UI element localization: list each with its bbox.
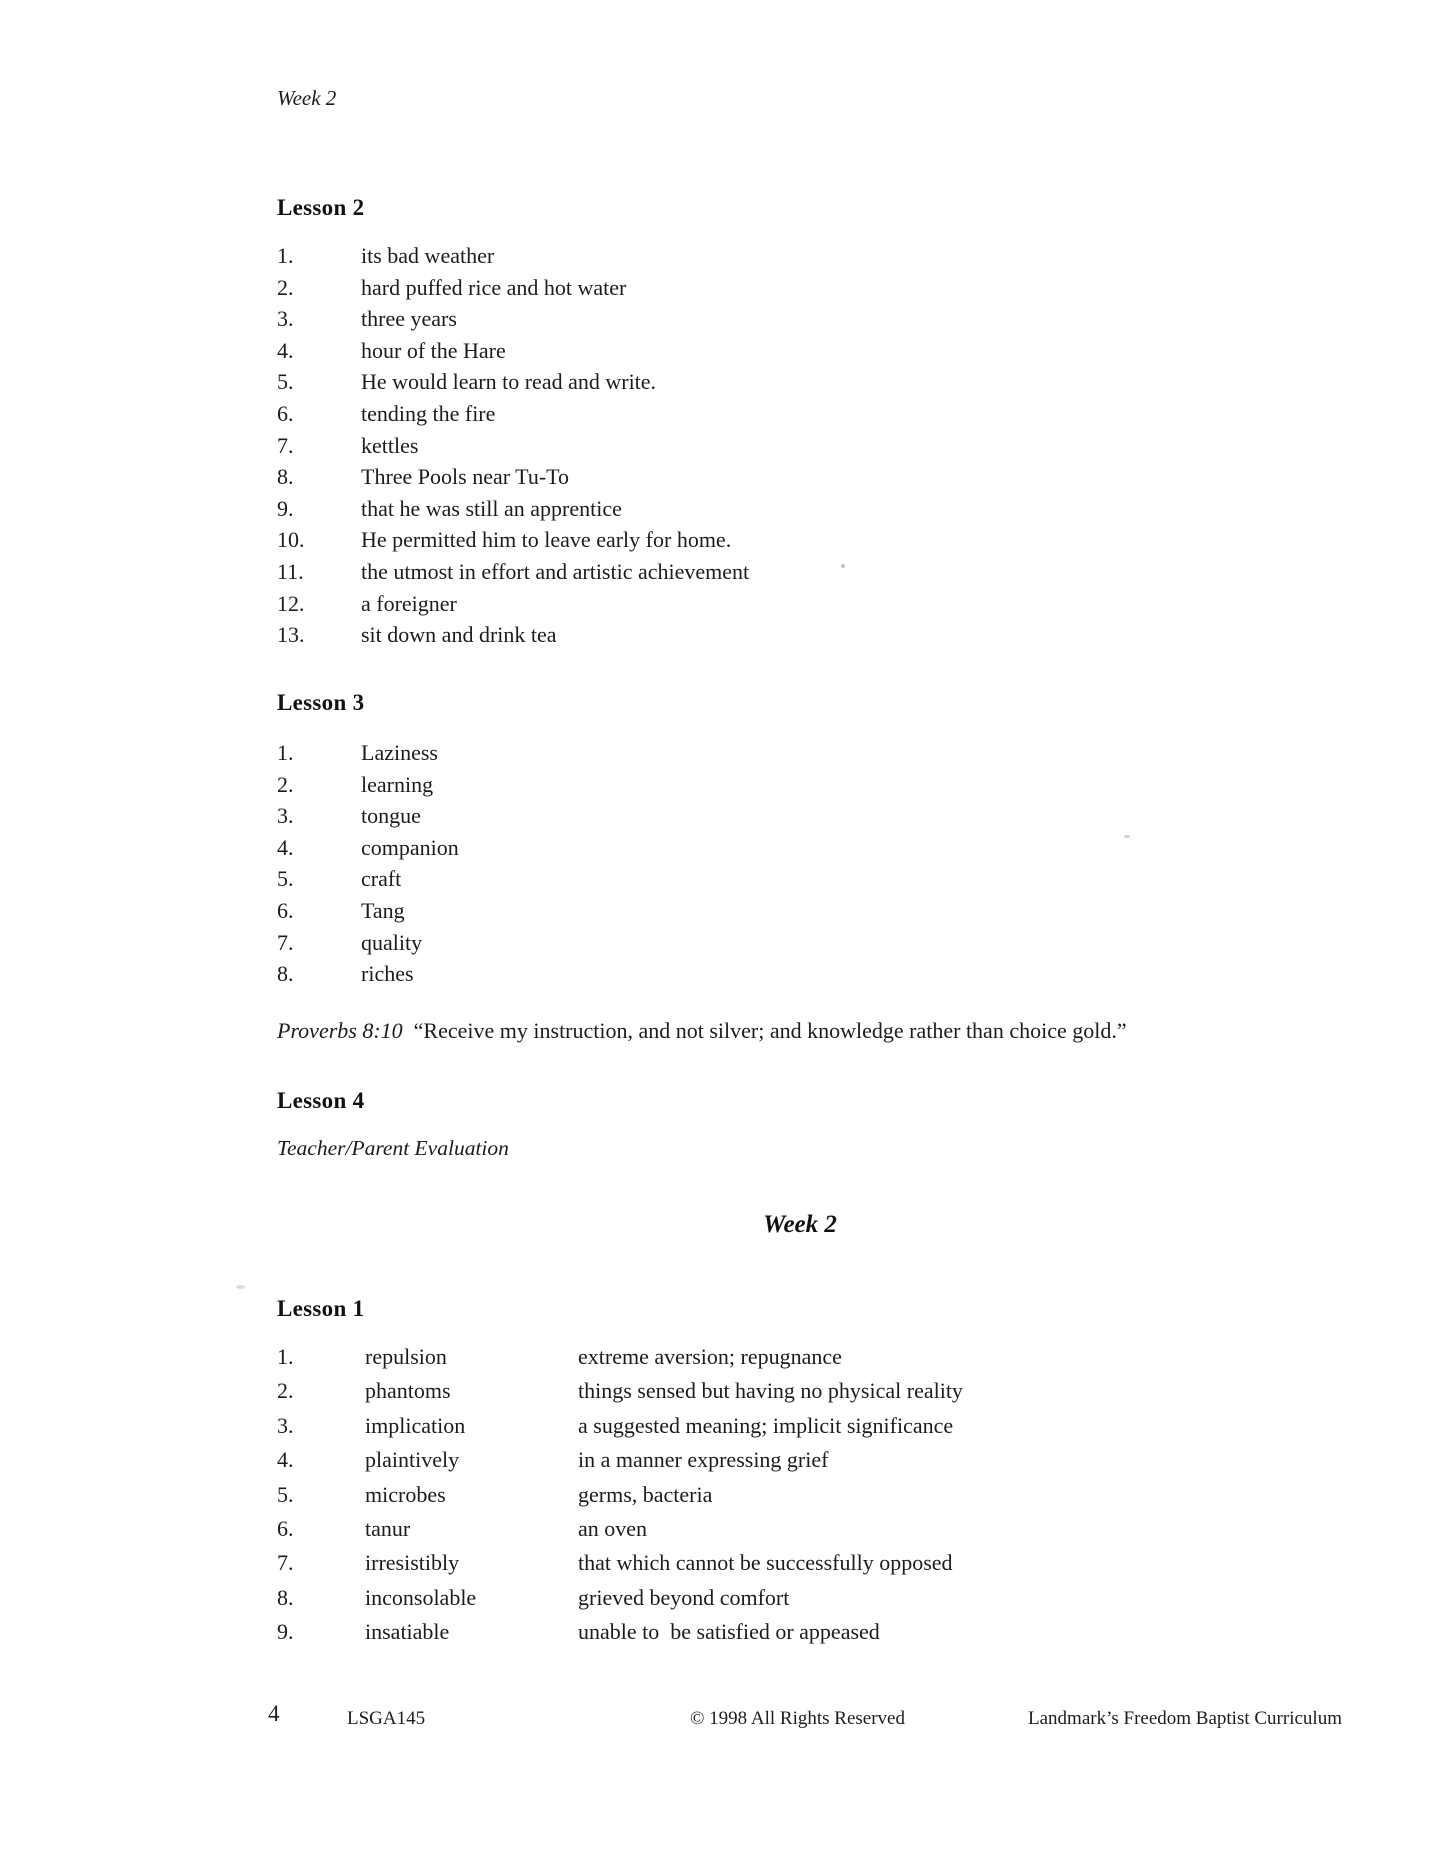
answer-text: riches <box>361 961 414 987</box>
lesson-4-heading: Lesson 4 <box>277 1088 365 1113</box>
answer-text: companion <box>361 834 459 860</box>
answer-text: its bad weather <box>361 243 495 268</box>
lesson-1-vocab-list <box>277 1340 963 1650</box>
list-row <box>277 769 459 801</box>
answer-text: Three Pools near Tu-To <box>361 464 570 490</box>
item-number: 5. <box>277 369 294 395</box>
week-2-section-heading: Week 2 <box>763 1211 837 1238</box>
item-number: 4. <box>277 337 294 363</box>
vocab-definition: that which cannot be successfully opposed <box>578 1550 953 1576</box>
lesson-3-heading: Lesson 3 <box>277 690 365 715</box>
item-number: 1. <box>277 1344 294 1369</box>
item-number: 3. <box>277 803 294 829</box>
list-row <box>277 1615 963 1649</box>
answer-text: quality <box>361 929 423 955</box>
list-row <box>277 895 459 927</box>
item-number: 3. <box>277 306 294 332</box>
footer-copyright: © 1998 All Rights Reserved <box>690 1708 905 1729</box>
answer-text: Laziness <box>361 740 438 765</box>
list-row <box>277 737 459 769</box>
item-number: 2. <box>277 1378 294 1404</box>
answer-text: hour of the Hare <box>361 337 506 363</box>
item-number: 7. <box>277 1550 294 1576</box>
answer-text: He would learn to read and write. <box>361 369 657 395</box>
answer-text: learning <box>361 771 434 797</box>
vocab-definition: things sensed but having no physical reality <box>578 1378 963 1404</box>
list-row <box>277 493 749 525</box>
vocab-word: insatiable <box>365 1619 450 1645</box>
answer-text: craft <box>361 866 402 892</box>
item-number: 4. <box>277 834 294 860</box>
list-row <box>277 303 749 335</box>
answer-text: the utmost in effort and artistic achievement <box>361 558 750 584</box>
answer-text: hard puffed rice and hot water <box>361 274 627 300</box>
item-number: 8. <box>277 961 294 987</box>
item-number: 13. <box>277 622 305 648</box>
footer-curriculum-code: LSGA145 <box>347 1708 426 1729</box>
list-row <box>277 588 749 620</box>
vocab-word: phantoms <box>365 1378 451 1404</box>
item-number: 1. <box>277 243 294 268</box>
item-number: 7. <box>277 929 294 955</box>
scan-speck <box>841 564 845 568</box>
list-row <box>277 1443 963 1477</box>
list-row <box>277 1581 963 1615</box>
lesson-3-answer-list <box>277 737 459 990</box>
answer-text: kettles <box>361 432 419 458</box>
item-number: 2. <box>277 274 294 300</box>
item-number: 1. <box>277 740 294 765</box>
list-row <box>277 430 749 462</box>
list-row <box>277 863 459 895</box>
vocab-definition: an oven <box>578 1516 648 1542</box>
vocab-word: plaintively <box>365 1447 460 1473</box>
list-row <box>277 958 459 990</box>
vocab-word: tanur <box>365 1516 411 1542</box>
vocab-word: irresistibly <box>365 1550 460 1576</box>
list-row <box>277 832 459 864</box>
answer-text: Tang <box>361 897 405 923</box>
vocab-definition: unable to be satisfied or appeased <box>578 1619 880 1645</box>
scan-speck <box>1124 835 1130 838</box>
item-number: 12. <box>277 590 305 616</box>
list-row <box>277 927 459 959</box>
item-number: 6. <box>277 897 294 923</box>
list-row <box>277 1374 963 1408</box>
scan-speck <box>236 1285 245 1289</box>
answer-text: that he was still an apprentice <box>361 495 622 521</box>
list-row <box>277 398 749 430</box>
list-row <box>277 240 749 272</box>
vocab-definition: germs, bacteria <box>578 1481 713 1507</box>
list-row <box>277 1478 963 1512</box>
vocab-definition: grieved beyond comfort <box>578 1584 790 1610</box>
item-number: 8. <box>277 464 294 490</box>
list-row <box>277 1340 963 1374</box>
item-number: 10. <box>277 527 305 553</box>
footer-publisher: Landmark’s Freedom Baptist Curriculum <box>1028 1708 1342 1729</box>
answer-text: tending the fire <box>361 400 496 426</box>
answer-text: sit down and drink tea <box>361 622 557 648</box>
list-row <box>277 800 459 832</box>
item-number: 5. <box>277 1481 294 1507</box>
answer-text: He permitted him to leave early for home. <box>361 527 732 553</box>
item-number: 6. <box>277 1516 294 1542</box>
lesson-2-heading: Lesson 2 <box>277 195 365 220</box>
lesson-1-heading: Lesson 1 <box>277 1296 365 1321</box>
item-number: 11. <box>277 558 304 584</box>
list-row <box>277 524 749 556</box>
vocab-definition: in a manner expressing grief <box>578 1447 829 1473</box>
lesson-2-answer-list <box>277 240 749 651</box>
list-row <box>277 335 749 367</box>
item-number: 8. <box>277 1584 294 1610</box>
vocab-word: repulsion <box>365 1344 447 1369</box>
item-number: 2. <box>277 771 294 797</box>
vocab-word: microbes <box>365 1481 446 1507</box>
list-row <box>277 366 749 398</box>
list-row <box>277 1409 963 1443</box>
page-number: 4 <box>268 1701 280 1726</box>
scripture-verse-line <box>277 1018 1127 1044</box>
vocab-word: implication <box>365 1412 466 1438</box>
teacher-parent-evaluation-note: Teacher/Parent Evaluation <box>277 1136 509 1160</box>
vocab-definition: extreme aversion; repugnance <box>578 1344 842 1369</box>
list-row <box>277 619 749 651</box>
item-number: 9. <box>277 495 294 521</box>
list-row <box>277 1512 963 1546</box>
item-number: 4. <box>277 1447 294 1473</box>
answer-text: three years <box>361 306 457 332</box>
list-row <box>277 556 749 588</box>
item-number: 6. <box>277 400 294 426</box>
answer-text: tongue <box>361 803 421 829</box>
item-number: 5. <box>277 866 294 892</box>
running-header: Week 2 <box>277 86 337 110</box>
item-number: 9. <box>277 1619 294 1645</box>
verse-reference: Proverbs 8:10 <box>277 1018 403 1043</box>
answer-text: a foreigner <box>361 590 457 616</box>
vocab-definition: a suggested meaning; implicit significance <box>578 1412 954 1438</box>
verse-quote: “Receive my instruction, and not silver; and knowledge rather than choice gold.” <box>413 1018 1127 1043</box>
item-number: 7. <box>277 432 294 458</box>
item-number: 3. <box>277 1412 294 1438</box>
list-row <box>277 461 749 493</box>
list-row <box>277 272 749 304</box>
list-row <box>277 1546 963 1580</box>
vocab-word: inconsolable <box>365 1584 477 1610</box>
